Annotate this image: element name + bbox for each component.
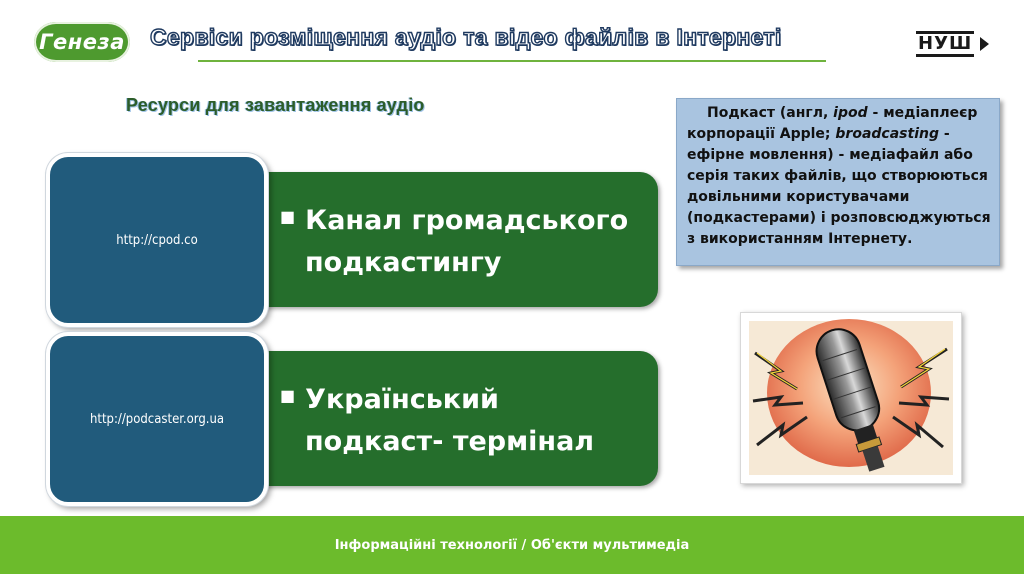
definition-part-3: - ефірне мовлення) - медіафайл або серія таких файлів, що створюються довільними користувачами (подкастерами) і розповсюджуються з використанням Інтернету. [687,126,991,247]
microphone-icon [741,313,961,483]
resource-2-line2: подкаст- термінал [305,426,595,457]
definition-term-ipod: ipod [833,105,868,121]
play-arrow-icon [980,37,989,51]
definition-term-broadcasting: broadcasting [835,126,939,142]
microphone-image [740,312,962,484]
definition-part-2: - медіаплеєр корпорації Apple; [687,105,978,142]
bullet-icon: ■ [280,386,296,405]
slide-title: Сервіси розміщення аудіо та відео файлів в Інтернеті [150,24,782,50]
resource-1-line2: подкастингу [305,247,502,278]
bullet-icon: ■ [280,207,296,226]
title-underline [198,60,826,62]
resource-description-2 [280,375,594,463]
nush-text: НУШ [916,31,974,57]
logo-text: Генеза [39,30,125,54]
definition-part-1: Подкаст (англ, [707,105,834,121]
resource-1-line1: Канал громадського [305,205,629,236]
resource-url-1[interactable]: http://cpod.co [116,232,198,248]
section-subtitle: Ресурси для завантаження аудіо [126,95,425,115]
geneza-logo [34,22,130,62]
resource-2-line1: Український [305,384,499,415]
footer-bar [0,516,1024,574]
resource-url-card-2[interactable] [46,332,268,506]
resource-url-2[interactable]: http://podcaster.org.ua [89,411,225,427]
footer-text: Інформаційні технології / Об'єкти мультимедіа [334,537,690,553]
nush-badge [916,30,992,58]
podcast-definition [676,98,1000,266]
resource-description-1 [280,196,628,284]
resource-url-card-1[interactable] [46,153,268,327]
